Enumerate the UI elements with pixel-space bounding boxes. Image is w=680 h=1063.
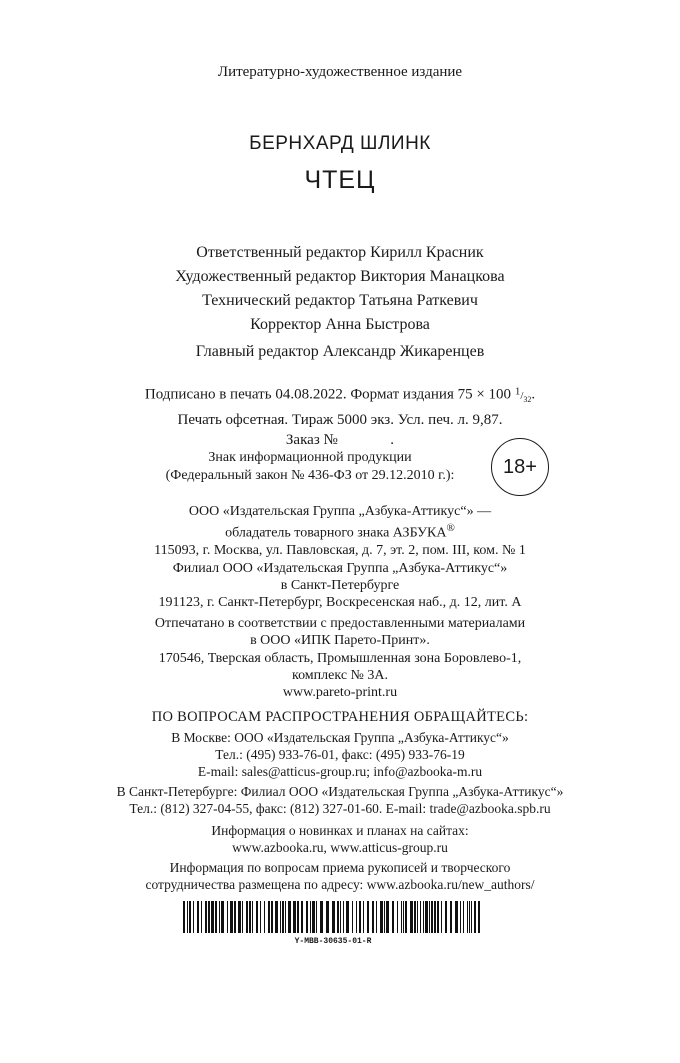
age-rating-text: 18+ — [503, 455, 537, 478]
editor-line: Художественный редактор Виктория Манацкова — [175, 268, 505, 285]
print-info-line: Печать офсетная. Тираж 5000 экз. Усл. печ. л. 9,87. — [177, 411, 503, 428]
format-fraction: $^1/_{32}$ — [514, 385, 532, 404]
edition-type: Литературно-художественное издание — [217, 64, 463, 80]
info-sign-law: (Федеральный закон № 436-ФЗ от 29.12.2010 г.): — [165, 468, 455, 483]
publisher-line: ООО «Издательская Группа „Азбука-Аттикус“» — — [188, 504, 492, 519]
printer-line: в ООО «ИПК Парето-Принт». — [250, 633, 430, 649]
editors-list — [0, 241, 680, 337]
publisher-line: 115093, г. Москва, ул. Павловская, д. 7, эт. 2, пом. III, ком. № 1 — [154, 543, 526, 559]
publisher-line: 191123, г. Санкт-Петербург, Воскресенская наб., д. 12, лит. А — [158, 595, 522, 611]
distribution-moscow — [0, 729, 680, 780]
editor-line: Корректор Анна Быстрова — [250, 316, 430, 333]
sites-line: www.azbooka.ru, www.atticus-group.ru — [232, 840, 448, 855]
info-sign-label: Знак информационной продукции — [208, 450, 412, 465]
info-product-sign — [145, 449, 475, 485]
publisher-line: Филиал ООО «Издательская Группа „Азбука-Аттикус“» — [172, 560, 508, 576]
moscow-line: Тел.: (495) 933-76-01, факс: (495) 933-76-19 — [215, 747, 465, 762]
manuscripts-line: сотрудничества размещена по адресу: www.azbooka.ru/new_authors/ — [145, 877, 535, 892]
publisher-line: в Санкт-Петербурге — [280, 577, 400, 593]
barcode-graphic — [183, 901, 483, 933]
printer-info — [0, 615, 680, 701]
moscow-line: E-mail: sales@atticus-group.ru; info@azbooka-m.ru — [197, 764, 483, 779]
moscow-line: В Москве: ООО «Издательская Группа „Азбука-Аттикус“» — [171, 730, 509, 745]
age-rating-badge — [491, 438, 549, 496]
printer-line: комплекс № 3А. — [291, 667, 388, 683]
spb-line: В Санкт-Петербурге: Филиал ООО «Издательская Группа „Азбука-Аттикус“» — [116, 784, 564, 799]
registered-mark: ® — [446, 522, 455, 535]
author-name: БЕРНХАРД ШЛИНК — [249, 133, 431, 154]
printer-line: Отпечатано в соответствии с предоставленными материалами — [154, 616, 526, 631]
editor-line: Технический редактор Татьяна Раткевич — [202, 292, 478, 309]
publisher-line: обладатель товарного знака АЗБУКА® — [225, 522, 455, 541]
distribution-heading: ПО ВОПРОСАМ РАСПРОСТРАНЕНИЯ ОБРАЩАЙТЕСЬ: — [151, 709, 529, 725]
manuscripts-info — [0, 859, 680, 893]
print-info — [0, 381, 680, 450]
sites-line: Информация о новинках и планах на сайтах: — [211, 823, 469, 838]
distribution-spb — [0, 783, 680, 817]
editor-line: Ответственный редактор Кирилл Красник — [196, 244, 484, 261]
manuscripts-line: Информация по вопросам приема рукописей и творческого — [169, 860, 511, 875]
barcode-text: Y-MBB-30635-01-R — [294, 937, 372, 946]
sites-info — [0, 822, 680, 856]
spb-line: Тел.: (812) 327-04-55, факс: (812) 327-01-60. E-mail: trade@azbooka.spb.ru — [129, 801, 551, 816]
book-title: ЧТЕЦ — [304, 166, 376, 194]
order-number-line: Заказ № . — [285, 431, 395, 448]
chief-editor: Главный редактор Александр Жикаренцев — [195, 343, 485, 360]
publisher-info — [0, 503, 680, 611]
printer-line: 170546, Тверская область, Промышленная зона Боровлево-1, — [158, 650, 522, 666]
printer-website: www.pareto-print.ru — [282, 685, 398, 701]
print-info-line: Подписано в печать 04.08.2022. Формат издания 75 × 100 $^1/_{32}$. — [144, 385, 536, 404]
